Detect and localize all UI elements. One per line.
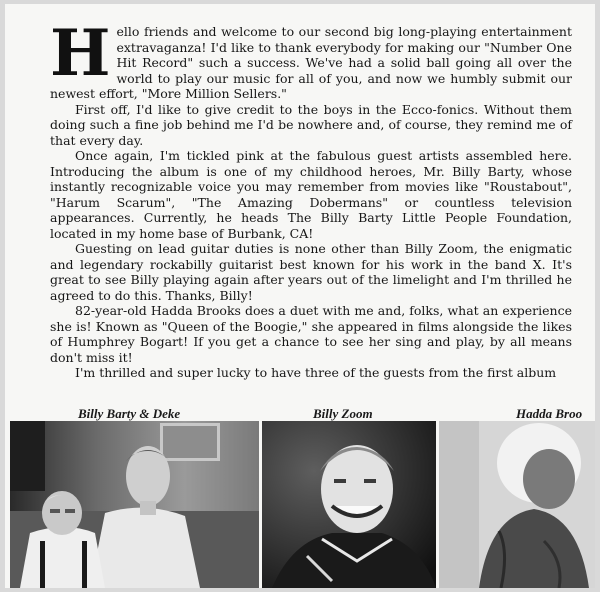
photo-billy-zoom xyxy=(262,421,436,588)
paragraph: First off, I'd like to give credit to the boys in the Ecco-fonics. Without them doing such a fine job behind me I'd be nowhere and, of course, they remind me of that every day. xyxy=(50,101,572,148)
liner-notes-page xyxy=(5,4,595,588)
photo-caption: Billy Barty & Deke xyxy=(78,406,181,421)
paragraph: Guesting on lead guitar duties is none other than Billy Zoom, the enigmatic and legendary rockabilly guitarist best known for his work in the band X. It's great to see Billy playing again after years out of the limelight and I'm thrilled he agreed to do this. Thanks, Billy! xyxy=(50,241,572,303)
drop-cap: H xyxy=(50,16,111,91)
paragraph-intro: Hello friends and welcome to our second big long-playing entertainment extravaganza! I'd like to thank everybody for making our "Number One Hit Record" such a success. We've had a solid ball going all over the world to play our music for all of you, and now we humbly submit our newest effort, "More Million Sellers." xyxy=(50,16,572,101)
photo-caption: Billy Zoom xyxy=(313,406,373,421)
liner-notes-text xyxy=(50,16,572,381)
paragraph: 82-year-old Hadda Brooks does a duet with me and, folks, what an experience she is! Known as "Queen of the Boogie," she appeared in films alongside the likes of Humphrey Bogart! If you get a chance to see her sing and play, by all means don't miss it! xyxy=(50,303,572,365)
photo-caption: Hadda Broo xyxy=(516,406,583,421)
photo-hadda-brooks xyxy=(439,421,595,588)
paragraph: Once again, I'm tickled pink at the fabulous guest artists assembled here. Introducing the album is one of my childhood heroes, Mr. Billy Barty, whose instantly recognizable voice you may remember from movies like "Roustabout", "Harum Scarum", "The Amazing Dobermans" or countless television appearances. Currently, he heads The Billy Barty Little People Foundation, located in my home base of Burbank, CA! xyxy=(50,148,572,241)
paragraph: I'm thrilled and super lucky to have three of the guests from the first album xyxy=(75,365,557,380)
photo-billy-barty-and-deke xyxy=(10,421,259,588)
